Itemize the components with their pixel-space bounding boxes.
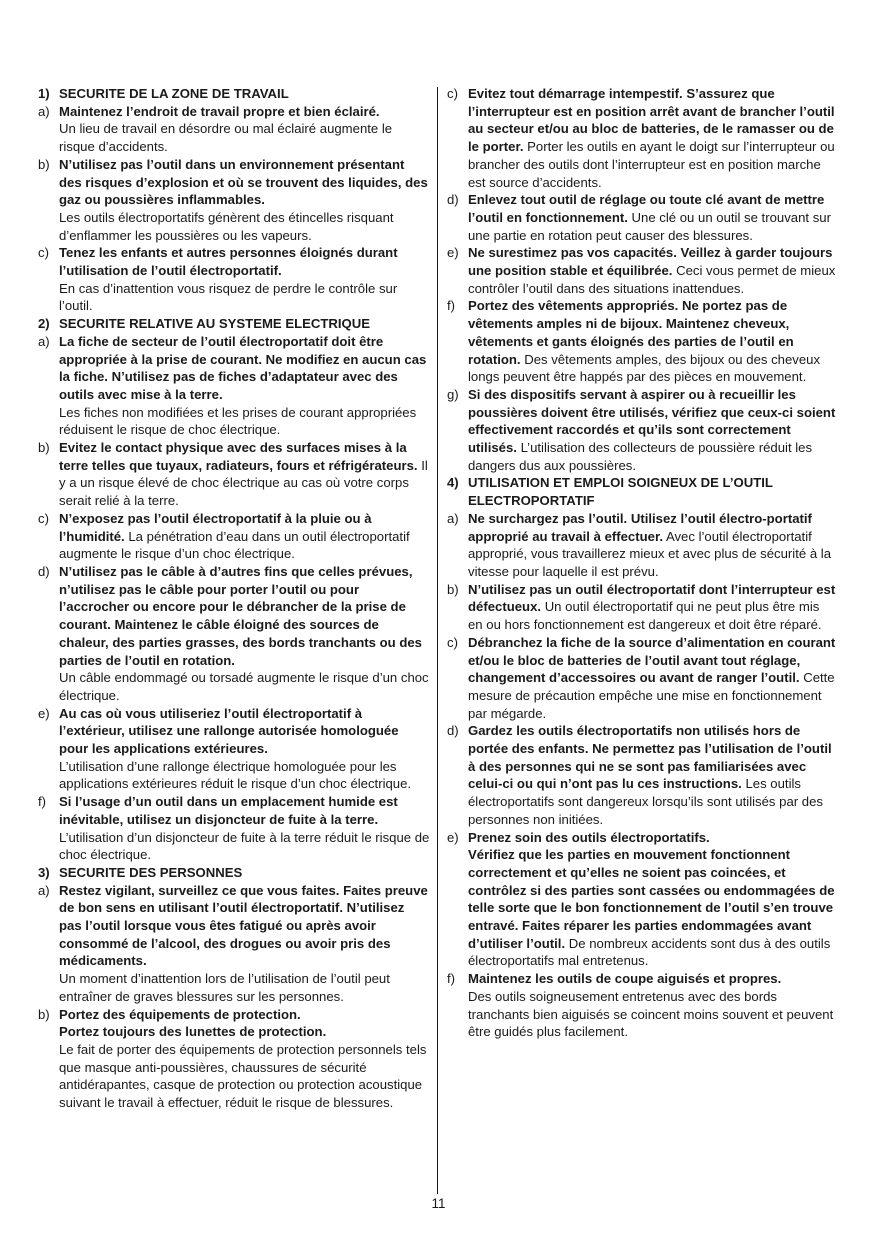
item-letter: b) xyxy=(38,1006,50,1022)
item-instruction: N’utilisez pas le câble à d’autres fins que celles prévues, n’utilisez pas le câble pour porter l’outil ou pour l’accrocher ou encore pour le débrancher de la prise de courant. Maintenez le câble éloigné des sources de chaleur, des parties grasses, des bords tranchants ou des parties de l’outil en rotation. xyxy=(59,563,422,668)
item-letter: e) xyxy=(447,245,459,261)
safety-item xyxy=(38,244,430,315)
safety-item xyxy=(447,297,837,386)
item-letter: b) xyxy=(38,440,50,456)
item-explanation: De nombreux accidents sont dus à des outils électroportatifs mal entretenus. xyxy=(468,935,831,969)
item-explanation: Des outils soigneusement entretenus avec des bords tranchants bien aiguisés se coincent moins souvent et peuvent être guidés plus facilement. xyxy=(468,988,834,1040)
section-heading xyxy=(447,474,837,509)
item-instruction: Ne surestimez pas vos capacités. Veillez à garder toujours une position stable et équilibrée. xyxy=(468,245,833,279)
item-instruction: Ne surchargez pas l’outil. Utilisez l’outil électro-portatif approprié au travail à effectuer. xyxy=(468,510,812,544)
safety-item xyxy=(447,634,837,723)
item-letter: a) xyxy=(38,103,50,119)
item-instruction: Tenez les enfants et autres personnes éloignés durant l’utilisation de l’outil électroportatif. xyxy=(59,245,398,279)
item-letter: c) xyxy=(38,510,49,526)
section-title: SECURITE DES PERSONNES xyxy=(59,864,243,880)
section-number: 4) xyxy=(447,475,459,491)
section-title: SECURITE DE LA ZONE DE TRAVAIL xyxy=(59,86,289,101)
item-instruction: N’exposez pas l’outil électroportatif à la pluie ou à l’humidité. xyxy=(59,510,372,544)
safety-item xyxy=(447,581,837,634)
item-letter: f) xyxy=(447,971,456,987)
item-instruction: Maintenez les outils de coupe aiguisés et propres. xyxy=(468,971,782,987)
item-letter: c) xyxy=(447,86,458,101)
item-instruction: Au cas où vous utiliseriez l’outil électroportatif à l’extérieur, utilisez une rallonge autorisée homologuée pour les applications extérieures. xyxy=(59,705,399,757)
item-letter: a) xyxy=(38,882,50,898)
item-explanation: Le fait de porter des équipements de protection personnels tels que masque anti-poussières, chaussures de sécurité antidérapantes, casque de protection ou protection acoustique suivant le travail à effectuer, réduit le risque de blessures. xyxy=(59,1041,427,1111)
safety-item xyxy=(38,705,430,794)
item-letter: a) xyxy=(447,510,459,526)
safety-item xyxy=(38,103,430,156)
safety-item xyxy=(38,793,430,864)
safety-item xyxy=(447,829,837,971)
item-explanation: L’utilisation d’une rallonge électrique homologuée pour les applications extérieures réduit le risque d’un choc électrique. xyxy=(59,758,412,792)
item-letter: e) xyxy=(38,705,50,721)
page-number: 11 xyxy=(431,1196,446,1211)
safety-item xyxy=(447,386,837,475)
item-letter: d) xyxy=(38,563,50,579)
safety-item xyxy=(38,439,430,510)
item-explanation: Un câble endommagé ou torsadé augmente le risque d’un choc électrique. xyxy=(59,670,429,703)
left-column xyxy=(38,85,430,1112)
section-heading xyxy=(38,85,430,103)
item-instruction: Vérifiez que les parties en mouvement fonctionnent correctement et qu’elles ne soient pas coincées, et contrôlez si des parties sont cassées ou endommagées de telle sorte que le bon fonctionnement de l’outil s’en trouve entravé. Faites réparer les parties endommagées avant d’utiliser l’outil. xyxy=(468,847,835,951)
item-explanation: Des vêtements amples, des bijoux ou des cheveux longs peuvent être happés par des pièces en mouvement. xyxy=(468,351,821,385)
right-column xyxy=(447,85,837,1041)
section-heading xyxy=(38,864,430,882)
safety-item xyxy=(447,85,837,191)
item-explanation: Une clé ou un outil se trouvant sur une partie en rotation peut causer des blessures. xyxy=(468,209,831,243)
item-instruction: Restez vigilant, surveillez ce que vous faites. Faites preuve de bon sens en utilisant l’outil électroportatif. N’utilisez pas l’outil lorsque vous êtes fatigué ou après avoir consommé de l’alcool, des drogues ou avoir pris des médicaments. xyxy=(59,882,428,969)
item-instruction: N’utilisez pas un outil électroportatif dont l’interrupteur est défectueux. xyxy=(468,581,836,615)
item-instruction: Maintenez l’endroit de travail propre et bien éclairé. xyxy=(59,103,380,119)
item-letter: g) xyxy=(447,386,459,402)
item-explanation: Porter les outils en ayant le doigt sur l’interrupteur ou brancher des outils dont l’interrupteur est en position marche est source d’accidents. xyxy=(468,139,835,190)
section-number: 2) xyxy=(38,316,50,332)
safety-item xyxy=(38,1006,430,1112)
item-explanation: Un moment d’inattention lors de l’utilisation de l’outil peut entraîner de graves blessures sur les personnes. xyxy=(59,971,390,1004)
item-instruction: Evitez tout démarrage intempestif. S’assurez que l’interrupteur est en position arrêt avant de brancher l’outil au secteur et/ou au bloc de batteries, de le ramasser ou de le porter. xyxy=(468,86,835,155)
safety-item xyxy=(447,244,837,297)
item-instruction: Portez des équipements de protection. xyxy=(59,1006,301,1022)
item-instruction: Evitez le contact physique avec des surfaces mises à la terre telles que tuyaux, radiateurs, fours et réfrigérateurs. xyxy=(59,440,418,473)
item-letter: c) xyxy=(38,245,49,261)
safety-item xyxy=(38,882,430,1006)
section-number: 3) xyxy=(38,864,50,880)
item-letter: a) xyxy=(38,333,50,349)
item-letter: b) xyxy=(447,581,459,597)
item-explanation: L’utilisation des collecteurs de poussière réduit les dangers dus aux poussières. xyxy=(468,440,813,473)
section-title: SECURITE RELATIVE AU SYSTEME ELECTRIQUE xyxy=(59,316,371,332)
item-instruction: Enlevez tout outil de réglage ou toute clé avant de mettre l’outil en fonctionnement. xyxy=(468,192,825,225)
safety-item xyxy=(447,510,837,581)
item-explanation: Les outils électroportatifs sont dangereux lorsqu’ils sont utilisés par des personnes non initiées. xyxy=(468,776,823,827)
item-letter: c) xyxy=(447,634,458,650)
safety-item xyxy=(38,333,430,439)
item-explanation: En cas d’inattention vous risquez de perdre le contrôle sur l’outil. xyxy=(59,280,398,314)
section-heading xyxy=(38,315,430,333)
item-letter: b) xyxy=(38,156,50,172)
safety-item xyxy=(447,970,837,1041)
item-explanation: Ceci vous permet de mieux contrôler l’outil dans des situations inattendues. xyxy=(468,263,836,296)
item-instruction: Débranchez la fiche de la source d’alimentation en courant et/ou le bloc de batteries de l’outil avant tout réglage, changement d’accessoires ou avant de ranger l’outil. xyxy=(468,634,836,686)
item-letter: f) xyxy=(447,298,456,314)
item-instruction: N’utilisez pas l’outil dans un environnement présentant des risques d’explosion et où se trouvent des liquides, des gaz ou poussières inflammables. xyxy=(59,156,428,208)
item-letter: d) xyxy=(447,723,459,739)
item-explanation: Un lieu de travail en désordre ou mal éclairé augmente le risque d’accidents. xyxy=(59,121,393,155)
item-instruction: Prenez soin des outils électroportatifs. xyxy=(468,829,710,845)
item-letter: e) xyxy=(447,829,459,845)
item-explanation: Cette mesure de précaution empêche une mise en fonctionnement par mégarde. xyxy=(468,670,835,721)
item-explanation: Un outil électroportatif qui ne peut plus être mis en ou hors fonctionnement est dangereux et doit être réparé. xyxy=(468,599,822,633)
item-instruction: La fiche de secteur de l’outil électroportatif doit être appropriée à la prise de courant. Ne modifiez en aucun cas la fiche. N’utilisez pas de fiches d’adaptateur avec des outils avec mise à la terre. xyxy=(59,333,427,402)
item-explanation: Les outils électroportatifs génèrent des étincelles risquant d’enflammer les poussières ou les vapeurs. xyxy=(59,209,394,243)
item-instruction: Si l’usage d’un outil dans un emplacement humide est inévitable, utilisez un disjoncteur de fuite à la terre. xyxy=(59,794,398,827)
item-explanation: Avec l’outil électroportatif approprié, vous travaillerez mieux et avec plus de sécurité à la vitesse pour laquelle il est prévu. xyxy=(468,528,832,579)
item-letter: f) xyxy=(38,794,47,810)
safety-item xyxy=(38,510,430,563)
item-explanation: Les fiches non modifiées et les prises de courant appropriées réduisent le risque de choc électrique. xyxy=(59,404,417,438)
safety-item xyxy=(447,722,837,828)
item-explanation: Il y a un risque élevé de choc électrique au cas où votre corps serait relié à la terre. xyxy=(59,457,428,509)
item-explanation: La pénétration d’eau dans un outil électroportatif augmente le risque d’un choc électrique. xyxy=(59,528,410,562)
item-instruction: Portez des vêtements appropriés. Ne portez pas de vêtements amples ni de bijoux. Maintenez cheveux, vêtements et gants éloignés des parties de l’outil en rotation. xyxy=(468,298,794,367)
section-title: UTILISATION ET EMPLOI SOIGNEUX DE L’OUTIL ELECTROPORTATIF xyxy=(468,475,773,509)
item-explanation: L’utilisation d’un disjoncteur de fuite à la terre réduit le risque de choc électrique. xyxy=(59,829,430,863)
item-instruction: Si des dispositifs servant à aspirer ou à recueillir les poussières doivent être utilisés, vérifiez que ceux-ci soient effectivement raccordés et qu’ils sont correctement utilisés. xyxy=(468,386,836,456)
item-instruction: Gardez les outils électroportatifs non utilisés hors de portée des enfants. Ne permettez pas l’utilisation de l’outil à des personnes qui ne se sont pas familiarisées avec celui-ci ou qui n’ont pas lu ces instructions. xyxy=(468,723,832,792)
item-letter: d) xyxy=(447,192,459,208)
safety-item xyxy=(38,563,430,705)
safety-item xyxy=(447,191,837,244)
section-number: 1) xyxy=(38,86,50,101)
column-divider xyxy=(437,87,438,1194)
item-instruction: Portez toujours des lunettes de protection. xyxy=(59,1024,327,1040)
safety-item xyxy=(38,156,430,245)
